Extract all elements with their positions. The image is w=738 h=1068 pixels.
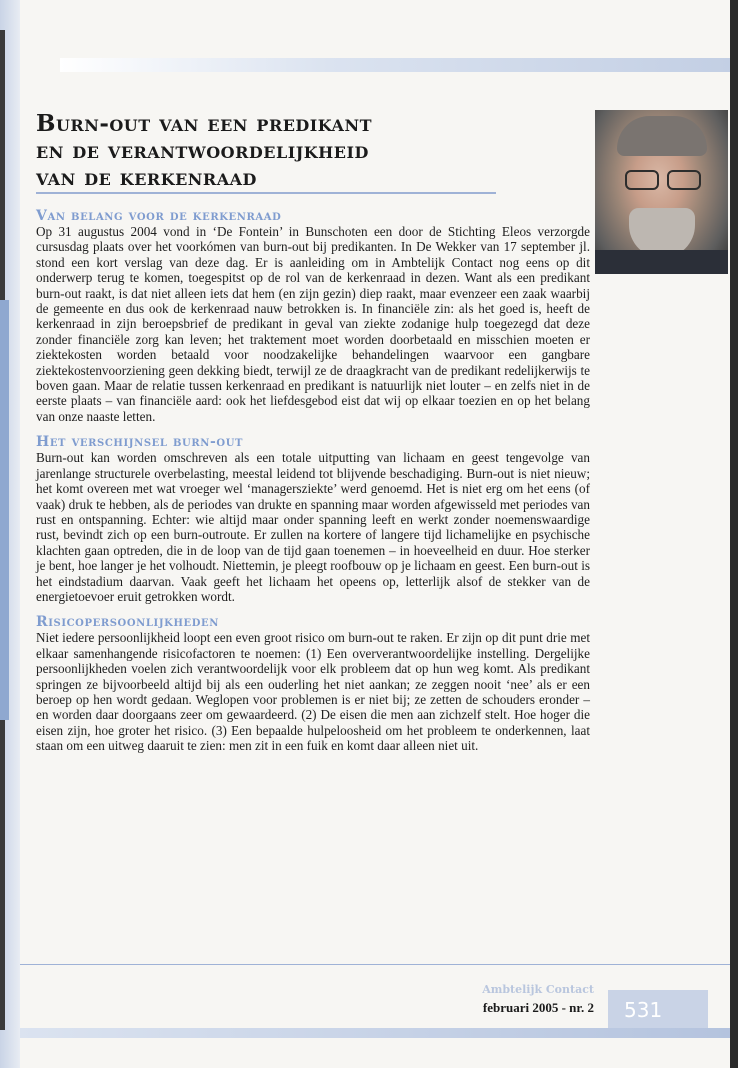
footer-divider (20, 964, 730, 965)
title-line-1: Burn-out van een predikant (36, 110, 372, 137)
section-importance (36, 208, 590, 424)
title-line-2: en de verantwoordelijkheid (36, 137, 369, 164)
edge-color-bar (0, 300, 9, 720)
section-heading: Het verschijnsel burn-out (36, 434, 244, 451)
section-paragraph: Burn-out kan worden omschreven als een totale uitputting van lichaam en geest tengevolge van jarenlange structurele overbelasting, meestal leidend tot blijvende beschadiging. Burn-out is niet nieuw; het komt overeen met wat vroeger wel ‘managersziekte’ werd genoemd. Het is niet erg om het eens (of vaak) druk te hebben, als de periodes van drukte en spanning maar worden afgewisseld met periodes van rust en ontspanning. Echter: wie altijd maar onder spanning leeft en werkt zonder noemenswaardige rust, bevindt zich op een burn-outroute. Er zullen na kortere of langere tijd lichamelijke en psychische klachten gaan optreden, die in de loop van de tijd gaan toenemen – in hoeveelheid en duur. Hoe sterker je bent, hoe langer je het volhoudt. Niettemin, je pleegt roofbouw op je lichaam en geest. Een burn-out is het eindstadium daarvan. Vaak geeft het lichaam het opeens op, letterlijk alsof de stekker van de energietoevoer eruit getrokken wordt. (36, 450, 590, 604)
header-color-band (60, 58, 730, 72)
section-paragraph: Niet iedere persoonlijkheid loopt een even groot risico om burn-out te raken. Er zijn op dit punt drie met elkaar samenhangende risicofactoren te noemen: (1) Een oververantwoordelijke instelling. Dergelijke persoonlijkheden voelen zich verantwoordelijk voor elk probleem dat op hun weg komt. Als predikant springen ze bijvoorbeeld altijd bij als een ouderling het niet aankan; ze zeggen nooit ‘nee’ als er een beroep op hen wordt gedaan. Weglopen voor problemen is er niet bij; ze zetten de schouders eronder – en worden daar doorgaans zeer om gewaardeerd. (2) De eisen die men aan zichzelf stelt. Hoe hoger die eisen zijn, hoe groter het risico. (3) Een bepaalde hulpeloosheid om het probleem te onderkennen, laat staan om een uitweg daaruit te zien: men zit in een fuik en komt daar alleen niet uit. (36, 630, 590, 754)
section-risk-personalities (36, 614, 590, 753)
portrait-clothing (595, 250, 728, 274)
article-title (36, 110, 506, 191)
page-right-edge (730, 0, 738, 1068)
article-body (36, 208, 590, 758)
section-heading: Van belang voor de kerkenraad (36, 208, 282, 224)
author-portrait-photo (595, 110, 728, 274)
section-heading: Risicopersoonlijkheden (36, 614, 219, 631)
portrait-glasses (625, 170, 703, 188)
title-underline (36, 192, 496, 194)
section-paragraph: Op 31 augustus 2004 vond in ‘De Fontein’ in Bunschoten een door de Stichting Eleos verzorgde cursusdag plaats over het voorkómen van burn-out bij predikanten. In De Wekker van 17 september jl. stond een kort verslag van deze dag. Er is aanleiding om in Ambtelijk Contact nog eens op dit onderwerp terug te komen, toegespitst op de rol van de kerkenraad in dezen. Want als een predikant burn-out raakt, is dat niet alleen iets dat hem (en zijn gezin) diep raakt, maar evenzeer een zaak waarbij de gemeente en dus ook de kerkenraad nauw betrokken is. In financiële zin: als het goed is, heeft de kerkenraad in zijn beroepsbrief de predikant in geval van ziekte zodanige hulp toegezegd dat deze zonder financiële zorg kan leven; het traktement moet worden doorbetaald en misschien moeten er ziektekosten worden betaald voor noodzakelijke behandelingen waarvoor een gangbare ziektekostenvoorziening geen dekking biedt, terwijl ze de draagkracht van de predikant redelijkerwijs te boven gaan. Maar de relatie tussen kerkenraad en predikant is natuurlijk niet louter – en zelfs niet in de eerste plaats – van financiële aard: ook het liefdesgebod eist dat wij op elkaar toezien en op het belang van onze naaste letten. (36, 224, 590, 424)
footer-magazine-name: Ambtelijk Contact (482, 983, 594, 996)
footer-issue: februari 2005 - nr. 2 (482, 1000, 594, 1015)
footer-color-band (20, 1028, 730, 1038)
section-phenomenon (36, 434, 590, 604)
title-line-3: van de kerkenraad (36, 164, 257, 191)
page-number: 531 (608, 990, 708, 1030)
portrait-hair (617, 116, 707, 156)
page-left-edge (0, 0, 20, 1068)
